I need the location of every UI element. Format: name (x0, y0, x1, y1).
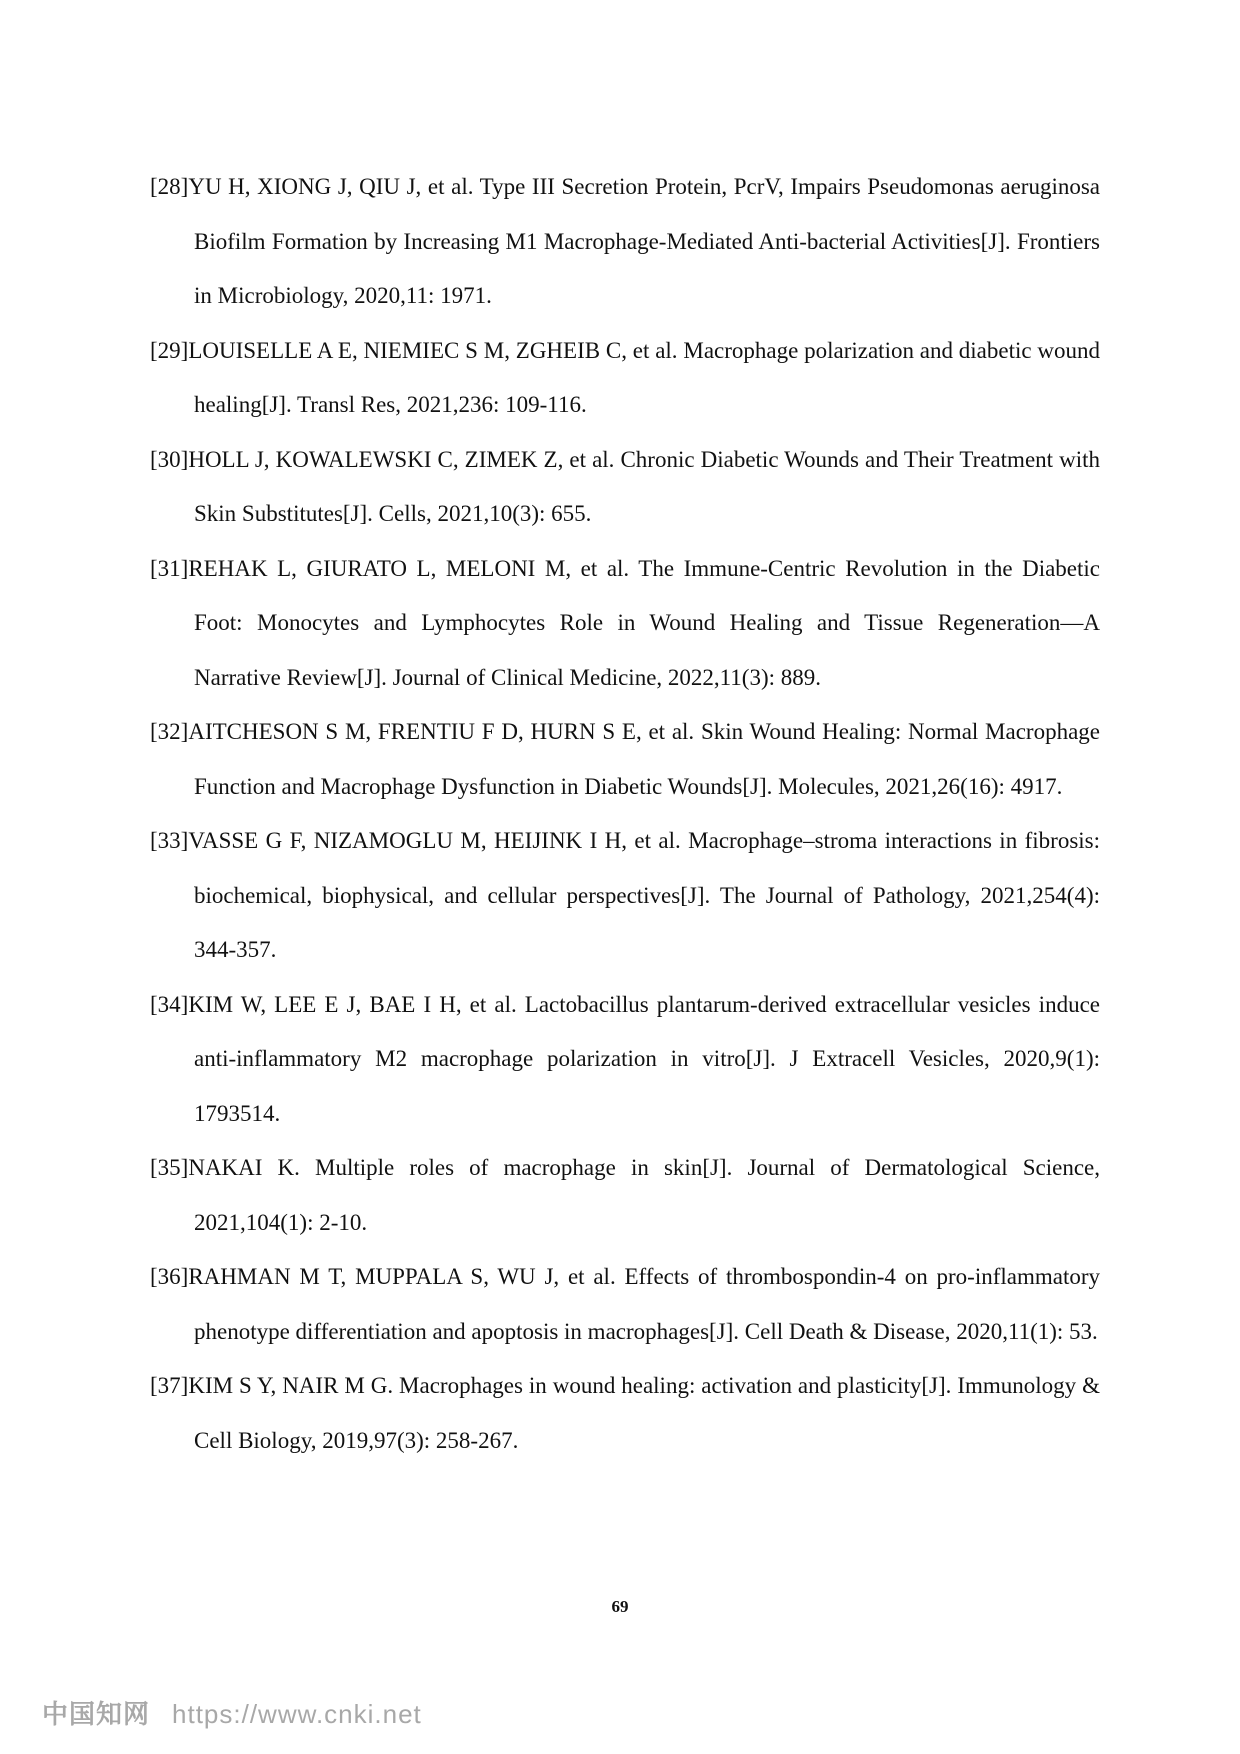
reference-label: [37] (150, 1373, 189, 1398)
reference-item (150, 814, 1100, 978)
reference-item (150, 1141, 1100, 1250)
reference-label: [35] (150, 1155, 189, 1180)
reference-label: [28] (150, 174, 189, 199)
page-number: 69 (611, 1597, 629, 1616)
reference-item (150, 1359, 1100, 1468)
reference-text: AITCHESON S M, FRENTIU F D, HURN S E, et al. Skin Wound Healing: Normal Macrophage Function and Macrophage Dysfunction in Diabetic Wounds[J]. Molecules, 2021,26(16): 4917. (188, 719, 1100, 799)
cnki-logo-text: 中国知网 (42, 1700, 151, 1730)
reference-label: [36] (150, 1264, 189, 1289)
reference-label: [32] (150, 719, 189, 744)
reference-text: RAHMAN M T, MUPPALA S, WU J, et al. Effects of thrombospondin-4 on pro-inflammatory phenotype differentiation and apoptosis in macrophages[J]. Cell Death & Disease, 2020,11(1): 53. (188, 1264, 1100, 1344)
cnki-watermark (42, 1694, 422, 1731)
reference-item (150, 705, 1100, 814)
reference-text: HOLL J, KOWALEWSKI C, ZIMEK Z, et al. Chronic Diabetic Wounds and Their Treatment with Skin Substitutes[J]. Cells, 2021,10(3): 655. (188, 446, 1100, 526)
reference-list (150, 160, 1100, 1468)
reference-item (150, 324, 1100, 433)
reference-text: LOUISELLE A E, NIEMIEC S M, ZGHEIB C, et al. Macrophage polarization and diabetic wound healing[J]. Transl Res, 2021,236: 109-116. (188, 337, 1100, 417)
reference-item (150, 542, 1100, 706)
reference-label: [30] (150, 446, 189, 472)
reference-item (150, 433, 1100, 542)
reference-text: KIM S Y, NAIR M G. Macrophages in wound healing: activation and plasticity[J]. Immunology & Cell Biology, 2019,97(3): 258-267. (188, 1373, 1100, 1453)
reference-label: [29] (150, 337, 189, 363)
reference-item (150, 160, 1100, 324)
reference-text: VASSE G F, NIZAMOGLU M, HEIJINK I H, et al. Macrophage–stroma interactions in fibrosis: biochemical, biophysical, and cellular perspectives[J]. The Journal of Pathology, 2021,254(4): 344-357. (188, 828, 1100, 962)
reference-item (150, 1250, 1100, 1359)
reference-label: [34] (150, 991, 189, 1017)
reference-text: REHAK L, GIURATO L, MELONI M, et al. The Immune-Centric Revolution in the Diabetic Foot: Monocytes and Lymphocytes Role in Wound Healing and Tissue Regeneration—A Narrative Review[J]. Journal of Clinical Medicine, 2022,11(3): 889. (188, 555, 1100, 690)
reference-text: KIM W, LEE E J, BAE I H, et al. Lactobacillus plantarum-derived extracellular vesicles induce anti-inflammatory M2 macrophage polarization in vitro[J]. J Extracell Vesicles, 2020,9(1): 1793514. (188, 991, 1100, 1126)
reference-text: YU H, XIONG J, QIU J, et al. Type III Secretion Protein, PcrV, Impairs Pseudomonas aeruginosa Biofilm Formation by Increasing M1 Macrophage-Mediated Anti-bacterial Activities[J]. Frontiers in Microbiology, 2020,11: 1971. (188, 174, 1100, 308)
reference-label: [33] (150, 828, 189, 853)
reference-label: [31] (150, 555, 189, 581)
reference-text: NAKAI K. Multiple roles of macrophage in skin[J]. Journal of Dermatological Science, 2021,104(1): 2-10. (188, 1155, 1100, 1235)
cnki-url: https://www.cnki.net (172, 1699, 422, 1729)
reference-item (150, 978, 1100, 1142)
